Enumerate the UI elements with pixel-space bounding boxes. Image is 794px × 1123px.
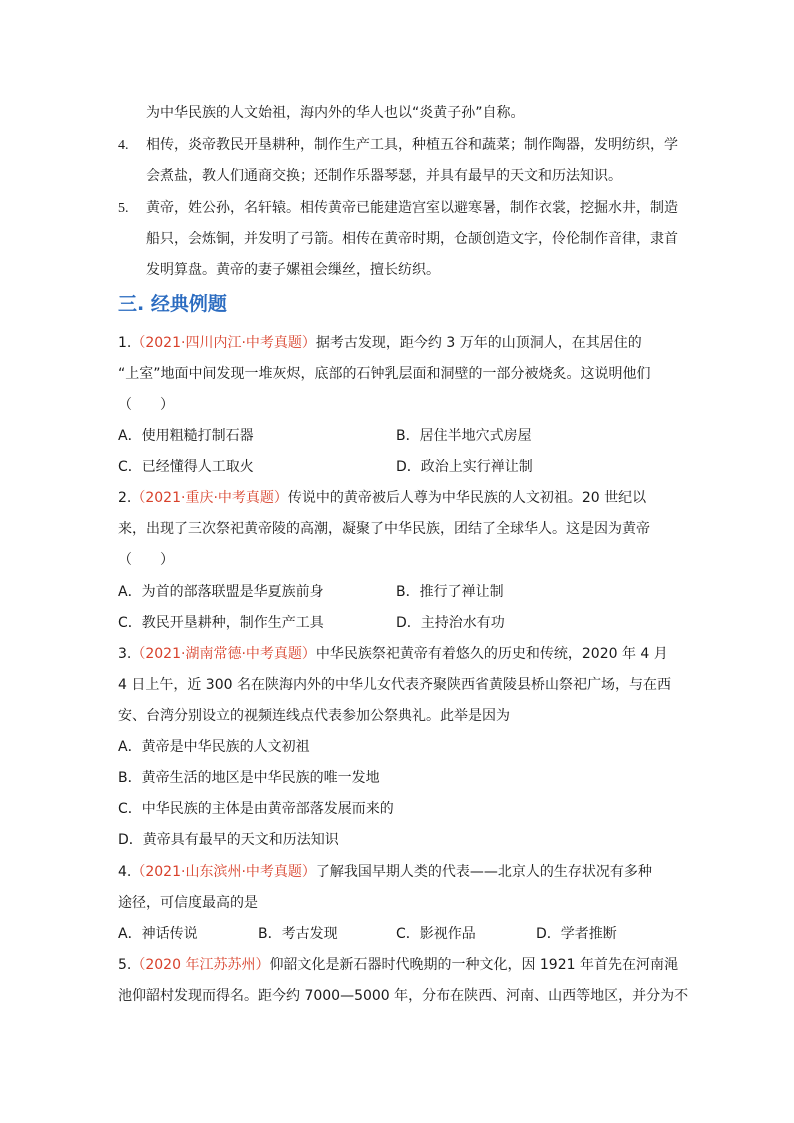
question-1 [118, 333, 642, 353]
question-number: 4. [118, 864, 132, 880]
question-number: 3. [118, 646, 132, 662]
option-b: B．居住半地穴式房屋 [396, 428, 532, 444]
question-text-cont: 安、台湾分别设立的视频连线点代表参加公祭典礼。此举是因为 [118, 708, 510, 724]
intro-line: 为中华民族的人文始祖，海内外的华人也以“炎黄子孙”自称。 [146, 105, 525, 121]
list-text-cont: 发明算盘。黄帝的妻子嫘祖会缫丝，擅长纺织。 [146, 262, 440, 278]
option-a: A．为首的部落联盟是华夏族前身 [118, 584, 324, 600]
list-text: 相传，炎帝教民开垦耕种，制作生产工具，种植五谷和蔬菜；制作陶器，发明纺织，学 [146, 137, 678, 153]
option-b: B．推行了禅让制 [396, 584, 504, 600]
question-4 [118, 862, 652, 882]
option-d: D．黄帝具有最早的天文和历法知识 [118, 832, 339, 848]
list-text-cont: 会煮盐，教人们通商交换；还制作乐器琴瑟，并具有最早的天文和历法知识。 [146, 168, 622, 184]
question-text-cont: 来，出现了三次祭祀黄帝陵的高潮，凝聚了中华民族，团结了全球华人。这是因为黄帝 [118, 521, 650, 537]
source-tag: （2021·重庆·中考真题） [131, 490, 288, 506]
question-text: 中华民族祭祀黄帝有着悠久的历史和传统，2020 年 4 月 [315, 646, 668, 662]
question-text-cont: 池仰韶村发现而得名。距今约 7000—5000 年，分布在陕西、河南、山西等地区，并分为不 [118, 988, 689, 1004]
option-c: C．影视作品 [396, 926, 476, 942]
option-c: C．中华民族的主体是由黄帝部落发展而来的 [118, 801, 394, 817]
question-3 [118, 644, 668, 664]
source-tag: （2021·湖南常德·中考真题） [131, 646, 316, 662]
question-2 [118, 488, 646, 508]
option-a: A．神话传说 [118, 926, 198, 942]
question-text: 据考古发现，距今约 3 万年的山顶洞人，在其居住的 [315, 335, 642, 351]
option-a: A．使用粗糙打制石器 [118, 428, 254, 444]
source-tag: （2021·山东滨州·中考真题） [131, 864, 316, 880]
question-5 [118, 955, 678, 975]
question-text: 传说中的黄帝被后人尊为中华民族的人文初祖。20 世纪以 [287, 490, 647, 506]
question-number: 1. [118, 335, 132, 351]
list-text: 黄帝，姓公孙，名轩辕。相传黄帝已能建造宫室以避寒暑，制作衣裳，挖掘水井，制造 [146, 200, 678, 216]
question-text-cont: 途径，可信度最高的是 [118, 895, 258, 911]
list-number: 4. [118, 138, 129, 153]
option-d: D．政治上实行禅让制 [396, 459, 533, 475]
answer-blank: （ ） [118, 397, 174, 413]
source-tag: （2020 年江苏苏州） [131, 957, 270, 973]
answer-blank: （ ） [118, 552, 174, 568]
option-b: B．黄帝生活的地区是中华民族的唯一发地 [118, 770, 380, 786]
section-heading: 三. 经典例题 [118, 293, 227, 315]
option-c: C．教民开垦耕种，制作生产工具 [118, 615, 324, 631]
list-item-5 [118, 198, 678, 219]
option-b: B．考古发现 [258, 926, 338, 942]
question-text-cont: 4 日上午，近 300 名在陕海内外的中华儿女代表齐聚陕西省黄陵县桥山祭祀广场，与在西 [118, 677, 671, 693]
source-tag: （2021·四川内江·中考真题） [131, 335, 316, 351]
list-item-4 [118, 135, 678, 156]
option-d: D．学者推断 [536, 926, 617, 942]
option-d: D．主持治水有功 [396, 615, 505, 631]
option-c: C．已经懂得人工取火 [118, 459, 254, 475]
question-text: 仰韶文化是新石器时代晚期的一种文化，因 1921 年首先在河南渑 [269, 957, 678, 973]
list-number: 5. [118, 201, 129, 216]
list-text-cont: 船只，会炼铜，并发明了弓箭。相传在黄帝时期，仓颉创造文字，伶伦制作音律，隶首 [146, 231, 678, 247]
option-a: A．黄帝是中华民族的人文初祖 [118, 739, 310, 755]
question-text: 了解我国早期人类的代表——北京人的生存状况有多种 [315, 864, 652, 880]
question-text-cont: “上室”地面中间发现一堆灰烬，底部的石钟乳层面和洞壁的一部分被烧炙。这说明他们 [118, 366, 651, 382]
question-number: 2. [118, 490, 132, 506]
question-number: 5. [118, 957, 132, 973]
